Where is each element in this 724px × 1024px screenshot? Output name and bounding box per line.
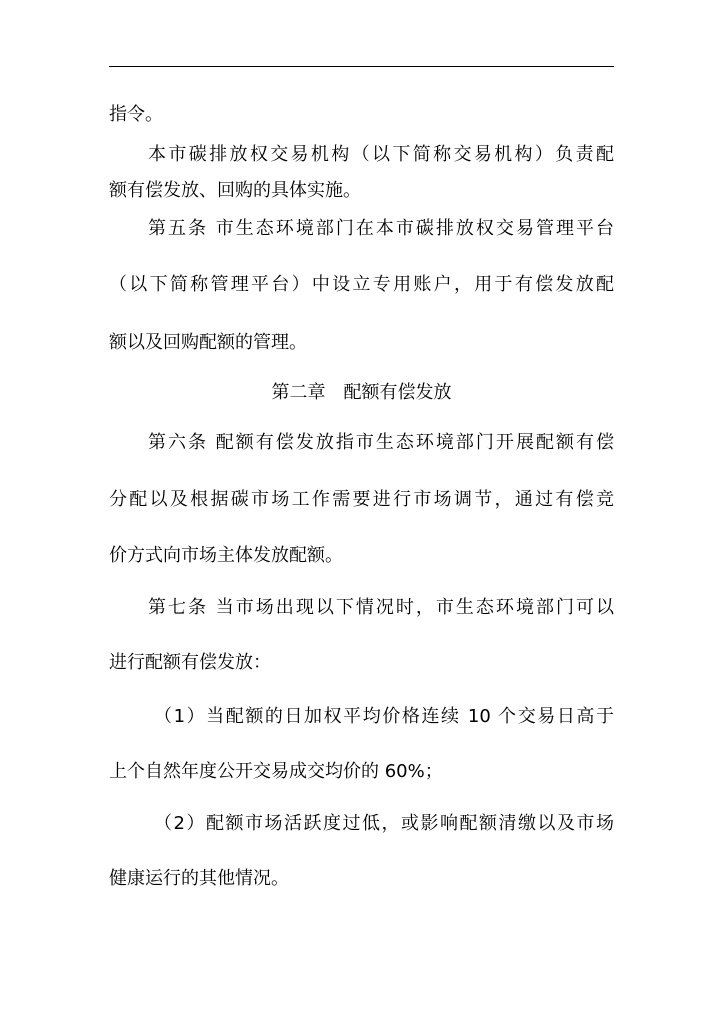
text-line-13: （1）当配额的日加权平均价格连续 10 个交易日高于 xyxy=(154,706,614,727)
text-line-8: 第六条 配额有偿发放指市生态环境部门开展配额有偿 xyxy=(148,432,614,453)
text-line-6: 额以及回购配额的管理。 xyxy=(109,332,307,353)
text-line-4: 第五条 市生态环境部门在本市碳排放权交易管理平台 xyxy=(148,218,614,239)
text-line-9: 分配以及根据碳市场工作需要进行市场调节，通过有偿竞 xyxy=(109,489,614,510)
text-line-5: （以下简称管理平台）中设立专用账户，用于有偿发放配 xyxy=(109,274,614,295)
chapter-heading: 第二章 配额有偿发放 xyxy=(271,382,452,403)
text-line-3: 额有偿发放、回购的具体实施。 xyxy=(109,180,361,201)
text-line-11: 第七条 当市场出现以下情况时，市生态环境部门可以 xyxy=(148,597,614,618)
text-line-1: 指令。 xyxy=(109,104,163,125)
text-line-14: 上个自然年度公开交易成交均价的 60%； xyxy=(109,761,443,782)
text-line-2: 本市碳排放权交易机构（以下简称交易机构）负责配 xyxy=(148,144,614,165)
text-line-10: 价方式向市场主体发放配额。 xyxy=(109,545,343,566)
header-rule xyxy=(109,66,614,67)
text-line-15: （2）配额市场活跃度过低，或影响配额清缴以及市场 xyxy=(154,813,614,834)
text-line-12: 进行配额有偿发放： xyxy=(109,652,271,673)
text-line-16: 健康运行的其他情况。 xyxy=(109,868,289,889)
